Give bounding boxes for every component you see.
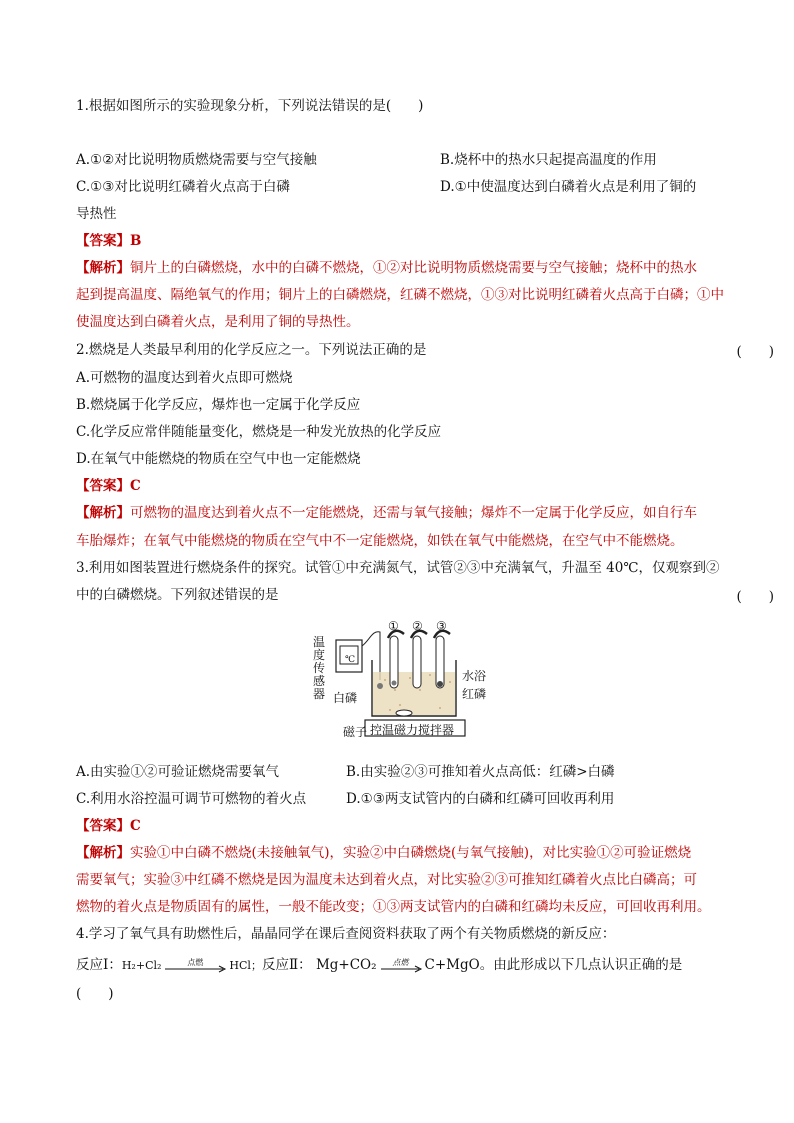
q1-explanation-line3: 使温度达到白磷着火点，是利用了铜的导热性。 (76, 314, 360, 330)
explanation-text: ①③ (481, 287, 508, 303)
q1-option-b: B.烧杯中的热水只起提高温度的作用 (440, 152, 657, 168)
explanation-text: ①③两支试管内的白磷和红磷均未反应 (373, 899, 603, 915)
q2-answer (76, 476, 141, 496)
fig-white-phosphorus-label: 白磷 (333, 691, 358, 705)
fig-tube-3-label: ③ (436, 619, 447, 633)
fig-stirrer-label: 控温磁力搅拌器 (370, 723, 455, 737)
q2-explanation-line1 (76, 503, 697, 523)
q3-stem-line2: 中的白磷燃烧。下列叙述错误的是 (76, 587, 279, 603)
explanation-text: ，可回收再利用。 (602, 899, 711, 915)
reaction-2-arrow (379, 959, 423, 973)
q3-option-c: C.利用水浴控温可调节可燃物的着火点 (76, 791, 307, 807)
answer-value: B (130, 233, 142, 249)
explanation-label: 【解析】 (76, 260, 130, 276)
answer-label: 【答案】 (76, 233, 130, 249)
arrow-icon (163, 965, 227, 973)
q3-stem-line1: 3.利用如图装置进行燃烧条件的探究。试管①中充满氮气，试管②③中充满氧气，升温至 40℃，仅观察到② (76, 560, 720, 576)
reaction-1-arrow (163, 959, 227, 973)
q3-option-a: A.由实验①②可验证燃烧需要氧气 (76, 764, 280, 780)
fig-red-phosphorus-label: 红磷 (462, 687, 487, 701)
fig-tube-2-label: ② (412, 619, 423, 633)
fig-tube-1-label: ① (388, 619, 399, 633)
q1-option-d: D.①中使温度达到白磷着火点是利用了铜的 (440, 179, 697, 195)
answer-value: C (130, 478, 141, 494)
explanation-text: 可燃物的温度达到着火点不一定能燃烧，还需与氧气接触；爆炸不一定属于化学反应，如自行车 (130, 505, 697, 521)
reaction-1-label: 反应Ⅰ： (76, 957, 122, 973)
reaction-1-product: HCl； (229, 959, 262, 972)
arrow-icon (379, 965, 423, 973)
q2-stem: 2.燃烧是人类最早利用的化学反应之一。下列说法正确的是 (76, 342, 427, 358)
q4-stem: 4.学习了氧气具有助燃性后，晶晶同学在课后查阅资料获取了两个有关物质燃烧的新反应： (76, 926, 616, 942)
q1-option-a: A.①②对比说明物质燃烧需要与空气接触 (76, 152, 317, 168)
q3-option-d: D.①③两支试管内的白磷和红磷可回收再利用 (346, 791, 615, 807)
q3-explanation-line3 (76, 897, 711, 917)
q3-answer-blank: ( ) (736, 589, 774, 605)
q3-option-b: B.由实验②③可推知着火点高低：红磷>白磷 (346, 764, 615, 780)
fig-water-bath-label: 水浴 (462, 669, 487, 683)
q2-explanation-line2: 车胎爆炸；在氧气中能燃烧的物质在空气中不一定能燃烧，如铁在氧气中能燃烧，在空气中不能燃烧。 (76, 533, 684, 549)
q3-answer (76, 816, 141, 836)
q2-option-a: A.可燃物的温度达到着火点即可燃烧 (76, 370, 293, 386)
explanation-text: 实验①中白磷不燃烧(未接触氧气)，实验②中白磷燃烧(与氧气接触)，对比实验①②可验证燃烧 (130, 845, 692, 861)
explanation-text: 起到提高温度、隔绝氧气的作用；铜片上的白磷燃烧，红磷不燃烧， (76, 287, 481, 303)
q4-answer-blank: ( ) (76, 986, 114, 1002)
fig-unit-label: ℃ (345, 655, 356, 665)
explanation-label: 【解析】 (76, 845, 130, 861)
reaction-2-product: C+MgO (424, 957, 480, 973)
q2-option-c: C.化学反应常伴随能量变化，燃烧是一种发光放热的化学反应 (76, 424, 442, 440)
q1-answer (76, 231, 141, 251)
q4-stem-tail: 。由此形成以下几点认识正确的是 (479, 957, 683, 973)
fig-sensor-label: 温度传感器 (313, 635, 326, 701)
q3-explanation-line1 (76, 843, 691, 863)
reaction-2-reactants: Mg+CO₂ (315, 957, 377, 973)
q4-reactions (76, 955, 682, 976)
q1-option-d-continued: 导热性 (76, 206, 117, 222)
explanation-text: ① (697, 287, 711, 303)
explanation-label: 【解析】 (76, 505, 130, 521)
reaction-1-condition: 点燃 (187, 957, 204, 967)
q1-explanation-line2 (76, 285, 724, 305)
explanation-text: 对比说明红磷着火点高于白磷； (508, 287, 697, 303)
reaction-2-label: 反应Ⅱ： (261, 957, 312, 973)
explanation-text: 中 (710, 287, 724, 303)
q1-stem: 1.根据如图所示的实验现象分析，下列说法错误的是( ) (76, 98, 424, 114)
q2-answer-blank: ( ) (736, 344, 774, 360)
reaction-1-reactants: H₂+Cl₂ (121, 959, 162, 972)
explanation-text: 燃物的着火点是物质固有的属性，一般不能改变； (76, 899, 373, 915)
answer-value: C (130, 818, 141, 834)
answer-label: 【答案】 (76, 818, 130, 834)
reaction-2-condition: 点燃 (392, 957, 409, 967)
q1-explanation-line1 (76, 258, 697, 278)
fig-magnet-label: 磁子 (343, 725, 368, 739)
q2-option-d: D.在氧气中能燃烧的物质在空气中也一定能燃烧 (76, 451, 361, 467)
q3-explanation-line2: 需要氧气；实验③中红磷不燃烧是因为温度未达到着火点，对比实验②③可推知红磷着火点比白磷高；可 (76, 872, 697, 888)
answer-label: 【答案】 (76, 478, 130, 494)
explanation-text: 铜片上的白磷燃烧，水中的白磷不燃烧，①②对比说明物质燃烧需要与空气接触；烧杯中的热水 (130, 260, 697, 276)
q1-option-c: C.①③对比说明红磷着火点高于白磷 (76, 179, 290, 195)
q2-option-b: B.燃烧属于化学反应，爆炸也一定属于化学反应 (76, 397, 361, 413)
